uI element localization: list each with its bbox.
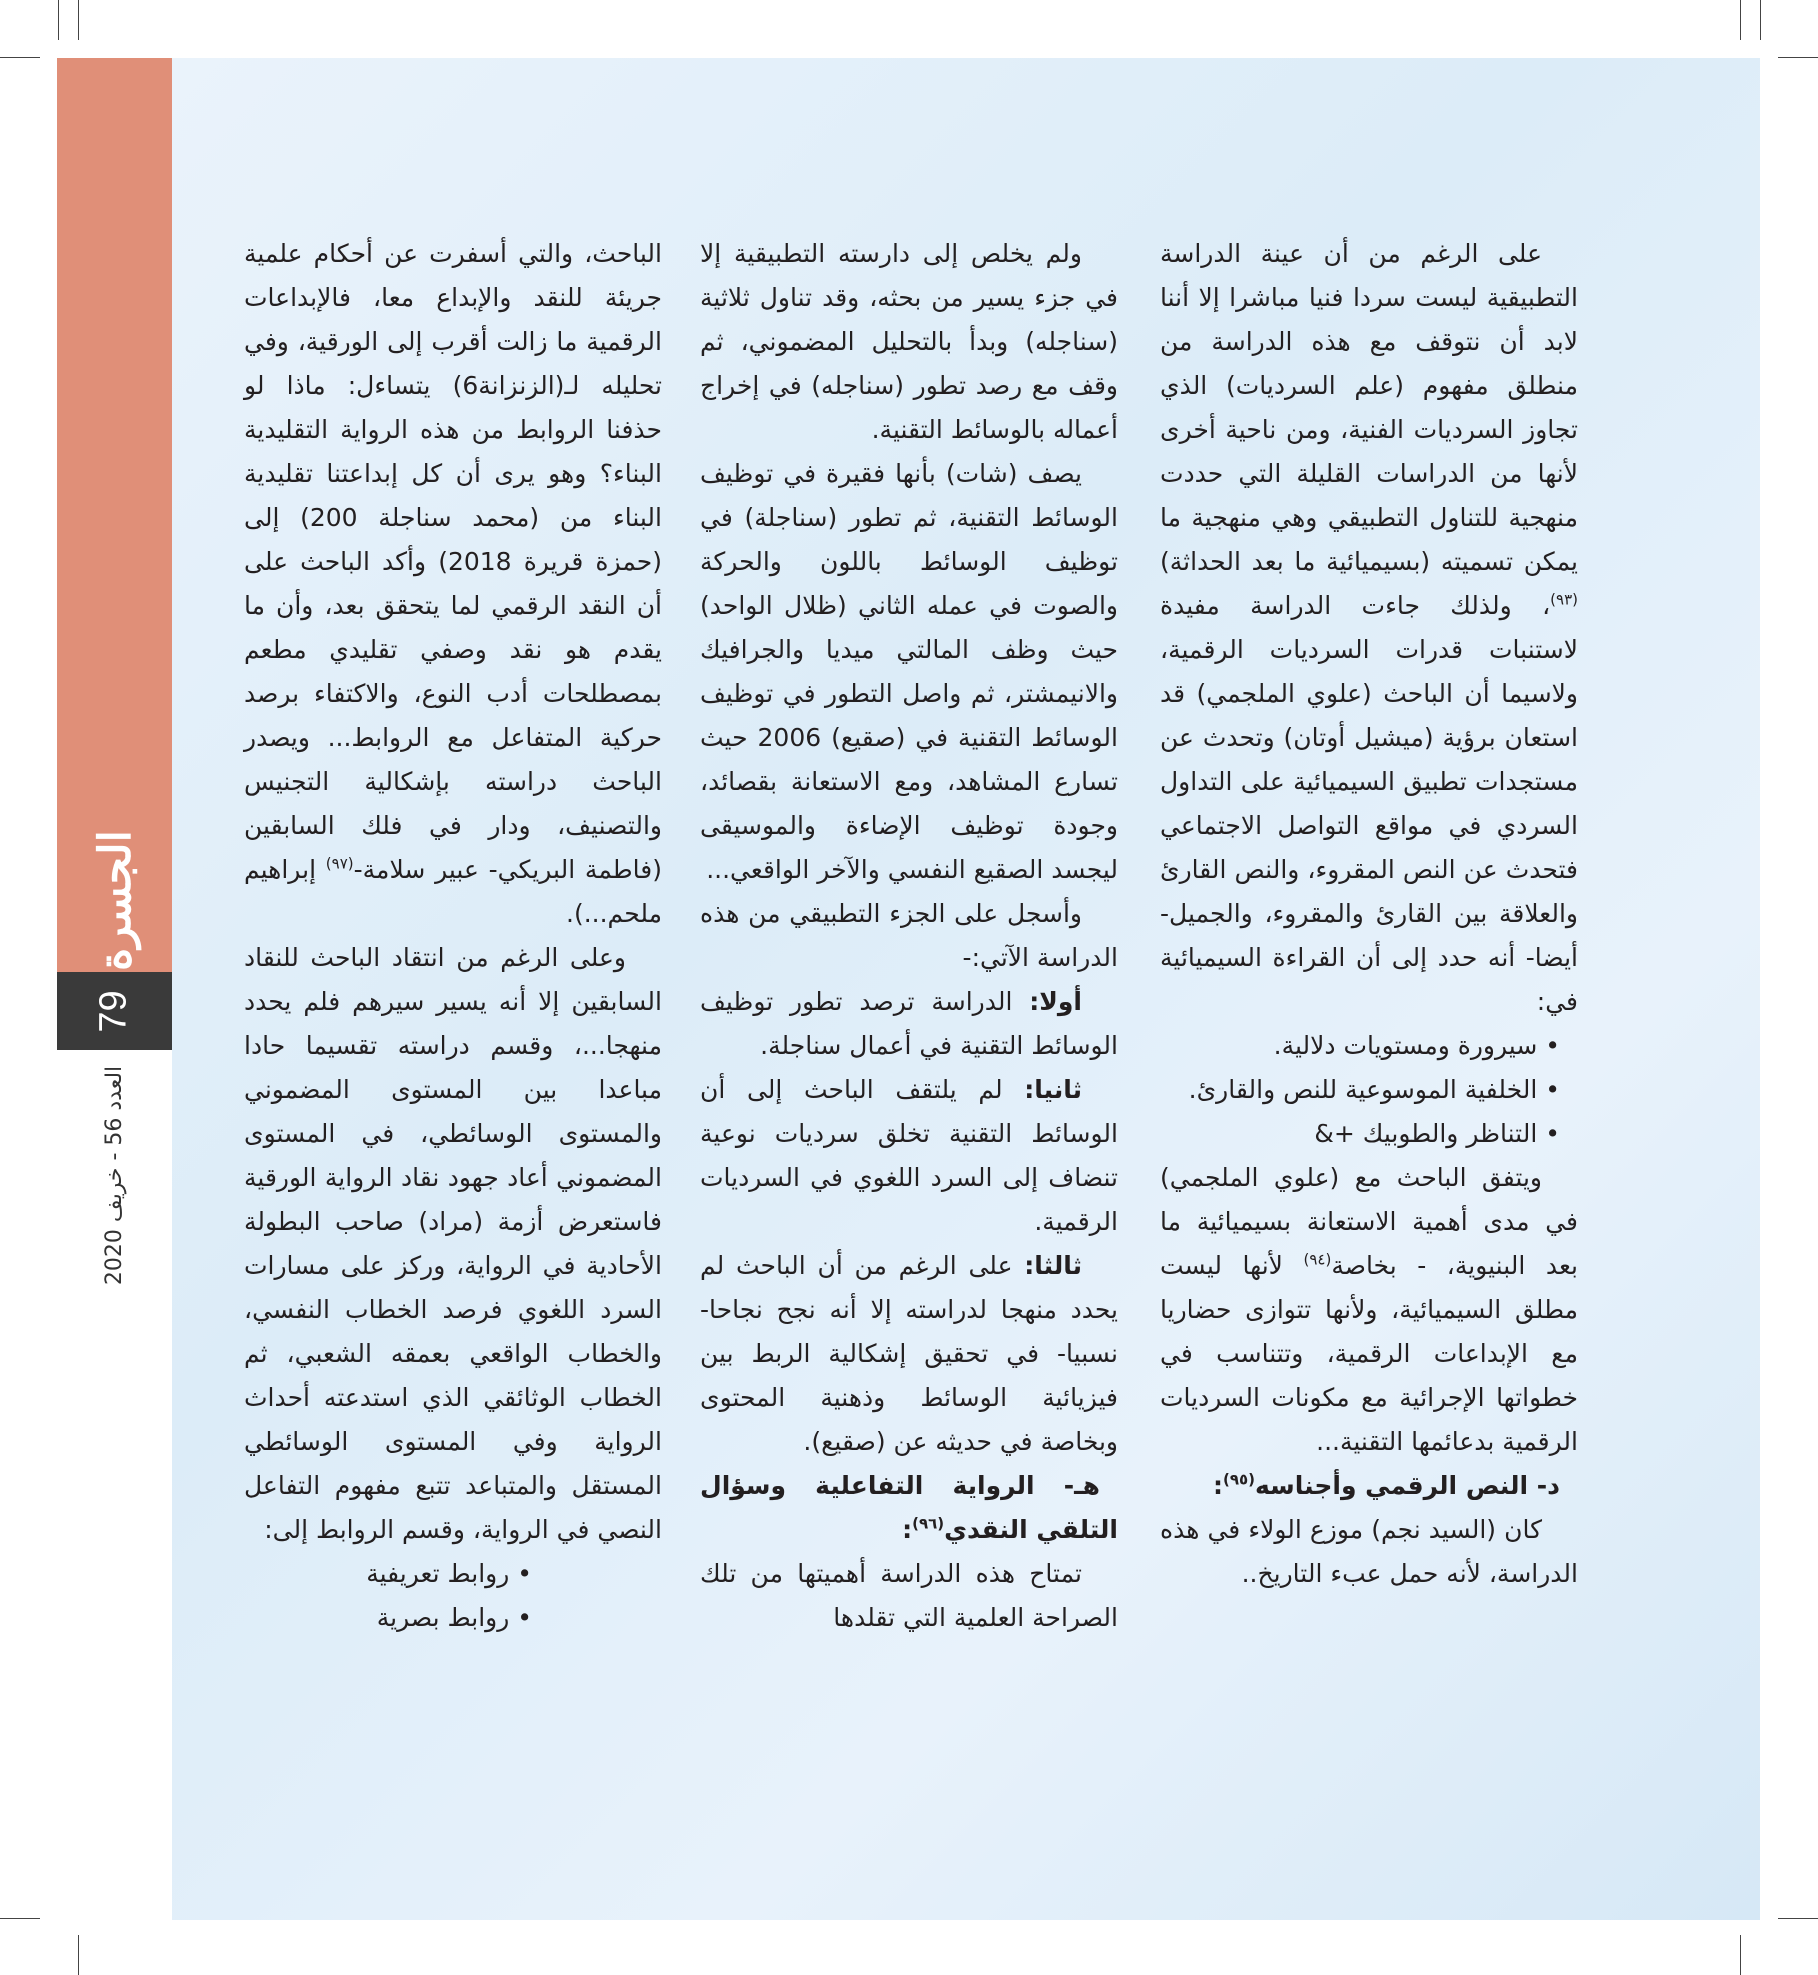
- crop-mark: [1740, 1935, 1741, 1975]
- logo-text: الجسرة: [89, 829, 141, 971]
- column-left: [244, 232, 662, 1640]
- crop-mark: [78, 1935, 79, 1975]
- paragraph: تمتاح هذه الدراسة أهميتها من تلك الصراحة العلمية التي تقلدها: [700, 1559, 1118, 1632]
- text: إبراهيم ملحم...).: [244, 855, 662, 928]
- crop-mark: [1740, 0, 1741, 40]
- text: لم يلتقف الباحث إلى أن الوسائط التقنية تخلق سرديات نوعية تنضاف إلى السرد اللغوي في السرديات الرقمية.: [700, 1075, 1118, 1236]
- paragraph: [700, 1068, 1118, 1244]
- text: ، ولذلك جاءت الدراسة مفيدة لاستنبات قدرات السرديات الرقمية، ولاسيما أن الباحث (علوي الملجمي) قد استعان برؤية (ميشيل أوتان) وتحدث عن مستجدات تطبيق السيميائية على التداول السردي في مواقع التواصل الاجتماعي فتحدث عن النص المقروء، والنص القارئ والعلاقة بين القارئ والمقروء، والجميل- أيضا- أنه حدد إلى أن القراءة السيميائية في:: [1160, 591, 1578, 1016]
- text: على الرغم من أن عينة الدراسة التطبيقية ليست سردا فنيا مباشرا إلا أننا لابد أن نتوقف مع هذه الدراسة من منطلق مفهوم (علم السرديات) الذي تجاوز السرديات الفنية، ومن ناحية أخرى لأنها من الدراسات القليلة التي حددت منهجية للتناول التطبيقي وهي منهجية ما يمكن تسميته (بسيميائية ما بعد الحداثة): [1160, 239, 1578, 576]
- paragraph: كان (السيد نجم) موزع الولاء في هذه الدراسة، لأنه حمل عبء التاريخ..: [1160, 1515, 1578, 1588]
- crop-mark: [1778, 1918, 1818, 1919]
- bullet-item: • سيرورة ومستويات دلالية.: [1160, 1024, 1578, 1068]
- text: على الرغم من أن الباحث لم يحدد منهجا لدراسته إلا أنه نجح نجاحا- نسبيا- في تحقيق إشكالية الربط بين فيزيائية الوسائط وذهنية المحتوى وبخاصة في حديثه عن (صقيع).: [700, 1251, 1118, 1456]
- section-heading: [1160, 1464, 1578, 1508]
- column-right: [1160, 232, 1578, 1596]
- text: لأنها ليست مطلق السيميائية، ولأنها تتوازى حضاريا مع الإبداعات الرقمية، وتتناسب في خطواتها الإجرائية مع مكونات السرديات الرقمية بدعائمها التقنية...: [1160, 1251, 1578, 1456]
- paragraph: ولم يخلص إلى دارسته التطبيقية إلا في جزء يسير من بحثه، وقد تناول ثلاثية (سناجله) وبدأ بالتحليل المضموني، ثم وقف مع رصد تطور (سناجله) في إخراج أعماله بالوسائط التقنية.: [700, 239, 1118, 444]
- bullet-item: • الخلفية الموسوعية للنص والقارئ.: [1160, 1068, 1578, 1112]
- issue-line: [95, 1060, 135, 1290]
- paragraph: [700, 1244, 1118, 1464]
- bullet-item: • روابط بصرية: [244, 1596, 662, 1640]
- page-number-text: 79: [93, 989, 135, 1033]
- paragraph: وأسجل على الجزء التطبيقي من هذه الدراسة الآتي:-: [700, 899, 1118, 972]
- item-label: ثالثا:: [1024, 1251, 1082, 1280]
- text: :: [902, 1515, 913, 1544]
- magazine-logo: [60, 830, 170, 970]
- footnote-ref: (٩٧): [325, 854, 354, 873]
- paragraph: [1160, 1156, 1578, 1464]
- crop-mark: [58, 0, 59, 40]
- footnote-ref: (٩٣): [1550, 590, 1578, 609]
- crop-mark: [1778, 57, 1818, 58]
- paragraph: يصف (شات) بأنها فقيرة في توظيف الوسائط التقنية، ثم تطور (سناجلة) في توظيف الوسائط باللون والحركة والصوت في عمله الثاني (ظلال الواحد) حيث وظف المالتي ميديا والجرافيك والانيمشتر، ثم واصل التطور في توظيف الوسائط التقنية في (صقيع) 2006 حيث تسارع المشاهد، ومع الاستعانة بقصائد، وجودة توظيف الإضاءة والموسيقى ليجسد الصقيع النفسي والآخر الواقعي...: [700, 459, 1118, 884]
- item-label: أولا:: [1029, 987, 1082, 1016]
- paragraph: [244, 232, 662, 936]
- paragraph: [1160, 232, 1578, 1024]
- bullet-item: • التناظر والطوبيك +&: [1160, 1112, 1578, 1156]
- paragraph: وعلى الرغم من انتقاد الباحث للنقاد السابقين إلا أنه يسير سيرهم فلم يحدد منهجا...، وقسم دراسته تقسيما حادا مباعدا بين المستوى المضموني والمستوى الوسائطي، في المستوى المضموني أعاد جهود نقاد الرواية الورقية فاستعرض أزمة (مراد) صاحب البطولة الأحادية في الرواية، وركز على مسارات السرد اللغوي فرصد الخطاب النفسي، والخطاب الواقعي بعمقه الشعبي، ثم الخطاب الوثائقي الذي استدعته أحداث الرواية وفي المستوى الوسائطي المستقل والمتباعد تتبع مفهوم التفاعل النصي في الرواية، وقسم الروابط إلى:: [244, 943, 662, 1544]
- text: :: [1212, 1471, 1223, 1500]
- column-middle: [700, 232, 1118, 1640]
- issue-line-text: العدد 56 - خريف 2020: [102, 1065, 128, 1285]
- crop-mark: [0, 57, 40, 58]
- footnote-ref: (٩٦): [912, 1514, 945, 1533]
- page-number: [57, 972, 172, 1050]
- crop-mark: [1760, 0, 1761, 40]
- footnote-ref: (٩٥): [1222, 1470, 1256, 1489]
- crop-mark: [0, 1918, 40, 1919]
- heading-text: هـ- الرواية التفاعلية وسؤال التلقي النقدي: [700, 1471, 1118, 1544]
- text: الدراسة ترصد تطور توظيف الوسائط التقنية في أعمال سناجلة.: [700, 987, 1118, 1060]
- paragraph: [700, 980, 1118, 1068]
- text: ويتفق الباحث مع (علوي الملجمي) في مدى أهمية الاستعانة بسيميائية ما بعد البنيوية، - بخاصة: [1160, 1163, 1578, 1280]
- section-heading: [700, 1464, 1118, 1552]
- heading-text: د- النص الرقمي وأجناسه: [1255, 1471, 1560, 1500]
- text: الباحث، والتي أسفرت عن أحكام علمية جريئة للنقد والإبداع معا، فالإبداعات الرقمية ما زالت أقرب إلى الورقية، وفي تحليله لـ(الزنزانة6) يتساءل: ماذا لو حذفنا الروابط من هذه الرواية التقليدية البناء؟ وهو يرى أن كل إبداعتنا تقليدية البناء من (محمد سناجلة 200) إلى (حمزة قريرة 2018) وأكد الباحث على أن النقد الرقمي لما يتحقق بعد، وأن ما يقدم هو نقد وصفي تقليدي مطعم بمصطلحات أدب النوع، والاكتفاء برصد حركية المتفاعل مع الروابط... ويصدر الباحث دراسته بإشكالية التجنيس والتصنيف، ودار في فلك السابقين (فاطمة البريكي- عبير سلامة-: [244, 239, 663, 884]
- crop-mark: [78, 0, 79, 40]
- bullet-item: • روابط تعريفية: [244, 1552, 662, 1596]
- footnote-ref: (٩٤): [1303, 1250, 1332, 1269]
- item-label: ثانيا:: [1024, 1075, 1082, 1104]
